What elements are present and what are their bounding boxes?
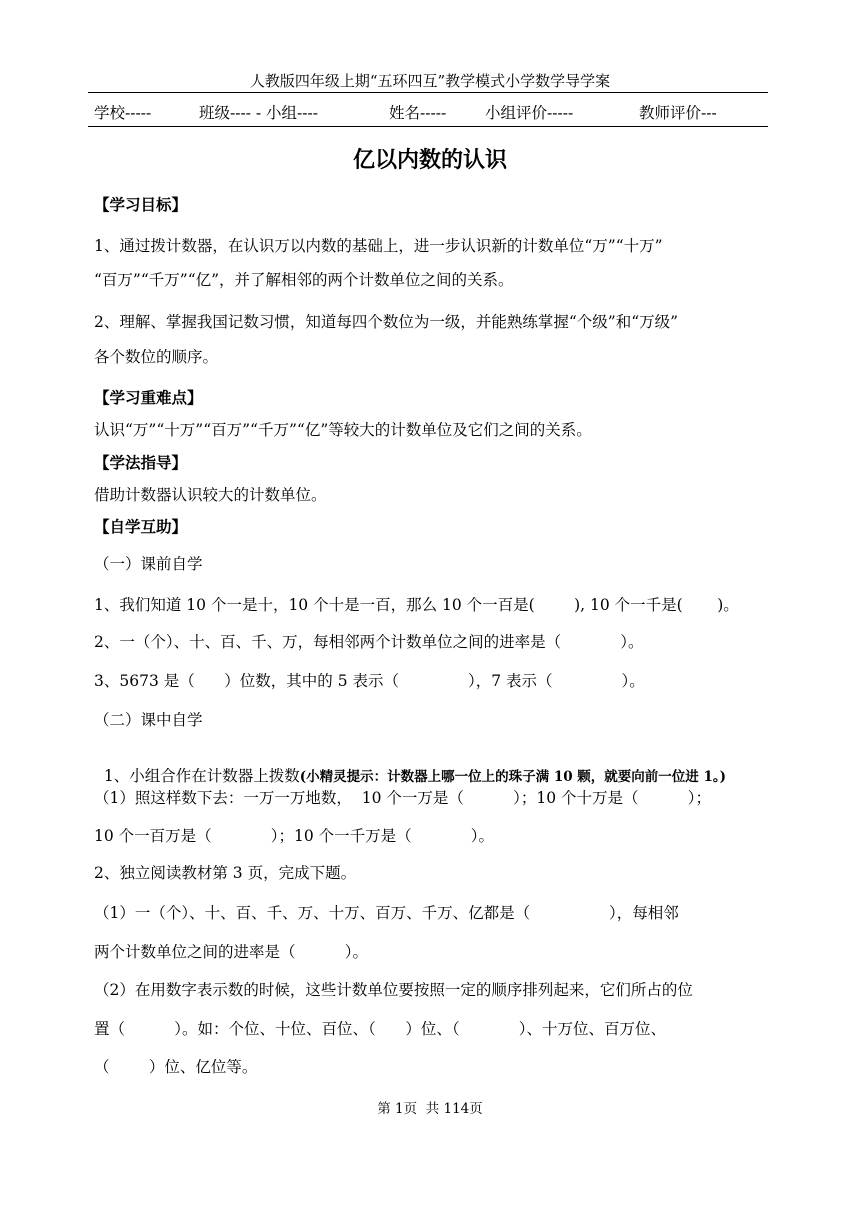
in-class-q2-2-line-2: 置（ ）。如：个位、十位、百位、（ ）位、（ ）、十万位、百万位、 xyxy=(94,1020,666,1038)
heading-goals: 【学习目标】 xyxy=(94,196,188,214)
key-points-text: 认识“万”“十万”“百万”“千万”“亿”等较大的计数单位及它们之间的关系。 xyxy=(94,421,592,439)
elf-hint: (小精灵提示：计数器上哪一位上的珠子满 10 颗，就要向前一位进 1。) xyxy=(299,769,727,785)
in-class-q2-2-line-1: （2）在用数字表示数的时候，这些计数单位要按照一定的顺序排列起来，它们所占的位 xyxy=(94,981,693,999)
pre-question-3: 3、5673 是（ ）位数，其中的 5 表示（ ），7 表示（ ）。 xyxy=(94,672,645,690)
page-footer: 第 1页 共 114页 xyxy=(377,1101,483,1117)
heading-key-points: 【学习重难点】 xyxy=(94,389,203,407)
info-rule xyxy=(88,126,768,127)
subheading-in-class: （二）课中自学 xyxy=(94,711,203,729)
in-class-question-2: 2、独立阅读教材第 3 页，完成下题。 xyxy=(94,864,357,882)
in-class-q2-2-line-3: （ ）位、亿位等。 xyxy=(94,1058,258,1076)
field-group-eval: 小组评价----- xyxy=(485,104,574,122)
page-title: 亿以内数的认识 xyxy=(352,148,507,173)
subheading-pre-class: （一）课前自学 xyxy=(94,555,203,573)
goal-2-line-1: 2、理解、掌握我国记数习惯，知道每四个数位为一级，并能熟练掌握“个级”和“万级” xyxy=(94,313,679,331)
field-class-group: 班级---- - 小组---- xyxy=(199,104,318,122)
field-school: 学校----- xyxy=(94,104,152,122)
field-teacher-eval: 教师评价--- xyxy=(639,104,717,122)
pre-question-2: 2、一（个）、十、百、千、万，每相邻两个计数单位之间的进率是（ ）。 xyxy=(94,633,644,651)
running-header: 人教版四年级上期“五环四互”教学模式小学数学导学案 xyxy=(249,72,611,90)
in-class-q2-1-line-1: （1）一（个）、十、百、千、万、十万、百万、千万、亿都是（ ），每相邻 xyxy=(94,904,679,922)
field-name: 姓名----- xyxy=(389,104,447,122)
in-class-q1-1-line-1: （1）照这样数下去：一万一万地数， 10 个一万是（ ）；10 个十万是（ ）； xyxy=(94,789,712,807)
heading-method: 【学法指导】 xyxy=(94,454,188,472)
heading-self-study: 【自学互助】 xyxy=(94,518,188,536)
in-class-question-1-text: 1、小组合作在计数器上拨数 xyxy=(103,767,300,785)
method-text: 借助计数器认识较大的计数单位。 xyxy=(94,486,327,504)
in-class-question-1 xyxy=(94,746,726,786)
pre-question-1: 1、我们知道 10 个一是十，10 个十是一百，那么 10 个一百是( ), 10 个一千是( )。 xyxy=(94,596,739,614)
goal-1-line-2: “百万”“千万”“亿”，并了解相邻的两个计数单位之间的关系。 xyxy=(94,271,514,289)
in-class-q2-1-line-2: 两个计数单位之间的进率是（ ）。 xyxy=(94,943,369,961)
goal-2-line-2: 各个数位的顺序。 xyxy=(94,348,219,366)
in-class-q1-1-line-2: 10 个一百万是（ ）；10 个一千万是（ ）。 xyxy=(94,827,495,845)
goal-1-line-1: 1、通过拨计数器，在认识万以内数的基础上，进一步认识新的计数单位“万”“十万” xyxy=(94,237,663,255)
header-rule xyxy=(88,92,768,93)
